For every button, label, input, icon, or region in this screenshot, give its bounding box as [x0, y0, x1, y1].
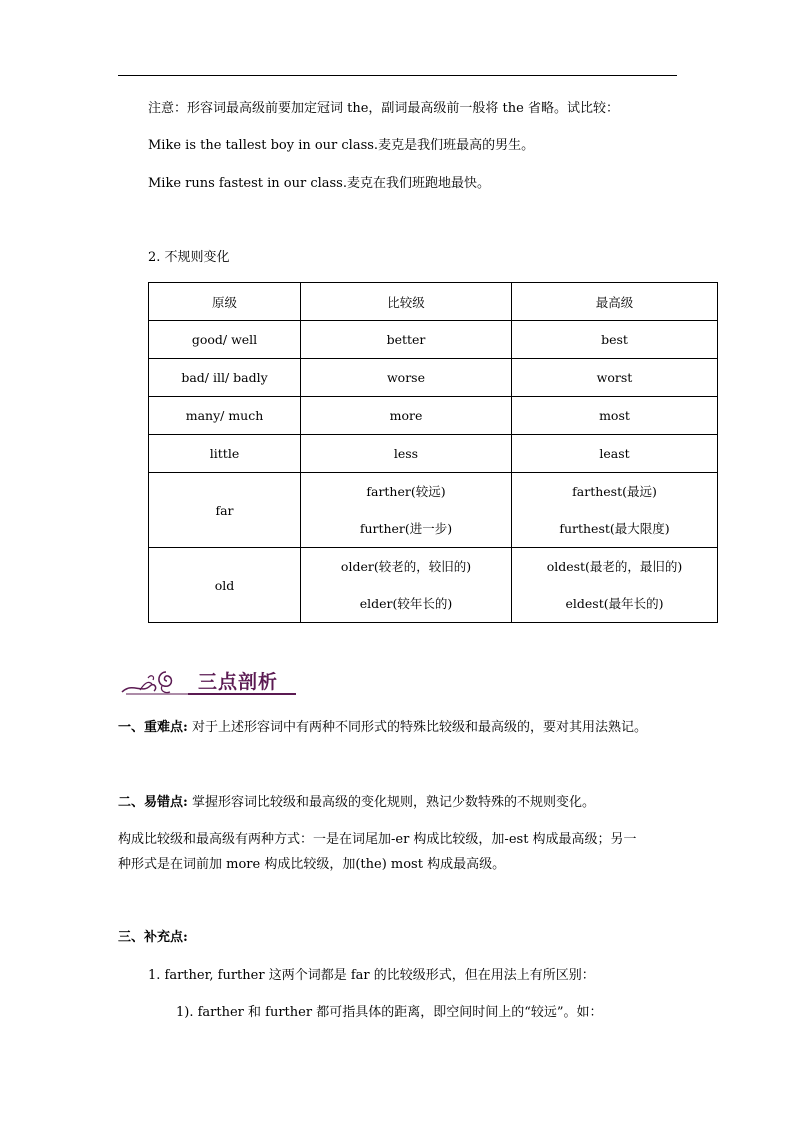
decorative-swirl-icon	[118, 664, 198, 698]
note-line-1: 注意：形容词最高级前要加定冠词 the，副词最高级前一般将 the 省略。试比较：	[148, 101, 619, 116]
superlative-cell: best	[512, 321, 718, 359]
superlative-cell: least	[512, 435, 718, 473]
superlative-form: furthest(最大限度)	[559, 520, 670, 536]
base-cell: good/ well	[149, 321, 301, 359]
comparative-cell	[301, 473, 512, 548]
comparative-cell	[301, 548, 512, 623]
section-2-title: 2. 不规则变化	[148, 250, 230, 265]
comparative-form: farther(较远)	[366, 483, 446, 499]
comparative-form: older(较老的，较旧的)	[340, 558, 472, 574]
superlative-form: oldest(最老的，最旧的)	[546, 558, 683, 574]
comparative-cell: more	[301, 397, 512, 435]
point-1-text: 对于上述形容词中有两种不同形式的特殊比较级和最高级的，要对其用法熟记。	[187, 720, 647, 735]
point-1-label: 一、重难点:	[118, 720, 188, 735]
header-comparative: 比较级	[301, 283, 512, 321]
superlative-cell: worst	[512, 359, 718, 397]
superlative-form: farthest(最远)	[572, 483, 657, 499]
base-cell: many/ much	[149, 397, 301, 435]
point-3-item-1: 1. farther, further 这两个词都是 far 的比较级形式，但在用法上有所区别：	[148, 968, 595, 983]
comparative-cell: less	[301, 435, 512, 473]
superlative-cell	[512, 473, 718, 548]
point-2-text: 掌握形容词比较级和最高级的变化规则，熟记少数特殊的不规则变化。	[187, 795, 595, 810]
header-base: 原级	[149, 283, 301, 321]
superlative-form: eldest(最年长的)	[565, 595, 664, 611]
note-example-1: Mike is the tallest boy in our class.麦克是我们班最高的男生。	[148, 138, 535, 153]
point-2-body-2: 种形式是在词前加 more 构成比较级，加(the) most 构成最高级。	[118, 857, 506, 872]
note-example-2: Mike runs fastest in our class.麦克在我们班跑地最快。	[148, 176, 490, 191]
comparative-form: elder(较年长的)	[359, 595, 453, 611]
header-rule	[118, 75, 677, 76]
irregular-forms-table	[148, 282, 718, 623]
base-cell: far	[149, 473, 301, 548]
comparative-cell: better	[301, 321, 512, 359]
point-2-body-1: 构成比较级和最高级有两种方式：一是在词尾加-er 构成比较级，加-est 构成最高级；另一	[118, 832, 637, 847]
table-row	[149, 435, 718, 473]
point-2	[118, 794, 595, 812]
superlative-cell	[512, 548, 718, 623]
comparative-form: further(进一步)	[359, 520, 453, 536]
section-banner	[118, 664, 298, 698]
table-header-row	[149, 283, 718, 321]
point-2-label: 二、易错点:	[118, 795, 188, 810]
comparative-cell: worse	[301, 359, 512, 397]
point-3-item-1-1: 1). farther 和 further 都可指具体的距离，即空间时间上的“较远”。如：	[176, 1005, 603, 1020]
table-row	[149, 321, 718, 359]
table-row	[149, 548, 718, 623]
banner-title: 三点剖析	[198, 671, 279, 693]
point-3-label: 三、补充点:	[118, 930, 188, 945]
base-cell: old	[149, 548, 301, 623]
base-cell: bad/ ill/ badly	[149, 359, 301, 397]
table-row	[149, 359, 718, 397]
base-cell: little	[149, 435, 301, 473]
point-1	[118, 719, 647, 737]
superlative-cell: most	[512, 397, 718, 435]
table-row	[149, 473, 718, 548]
header-superlative: 最高级	[512, 283, 718, 321]
banner-underline	[188, 693, 296, 695]
table-row	[149, 397, 718, 435]
